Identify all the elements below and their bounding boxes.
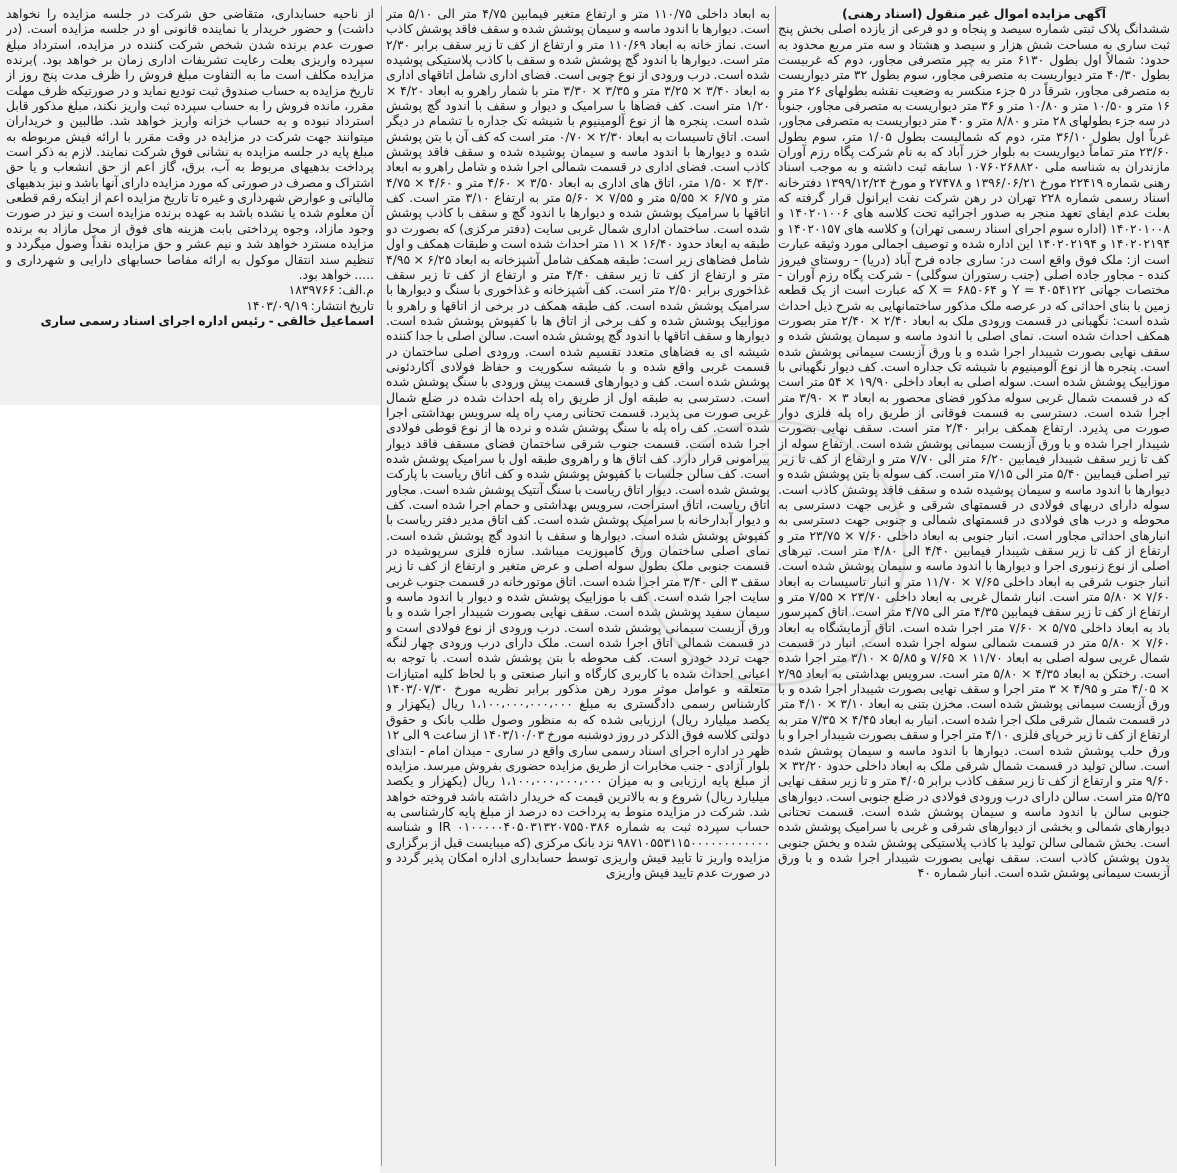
notice-column-left [6,6,374,401]
column-divider-right [775,6,776,1166]
reference-code: م.الف: ۱۸۳۹۷۶۶ [288,282,374,298]
notice-column-right [778,6,1170,1166]
notice-body-part-1: ششدانگ پلاک ثبتی شماره سیصد و پنجاه و دو فرعی از یازده اصلی بخش پنج ثبت ساری به مساحت شش هزار و سیصد و هشتاد و سه متر مربع محدود به حدود: شمالاً اول بطول ۶۱۳۰ متر به چپر متصرفی مجاور، دوم که غربیست بطول ۴۰/۳۰ متر دیواریست به متصرفی مجاور، سوم بطول ۳۲ متر دیواریست به متصرفی مجاور، شرقاً در ۵ جزء منکسر به وضعیت نقشه بطولهای ۲۶ متر و ۱۶ متر و ۱۰/۵۰ متر و ۱۰/۸۰ متر و ۳۶ متر دیواریست به متصرفی مجاور، جنوباً در سه جزء بطولهای ۲۸ متر و ۸/۸۰ متر و ۴۰ متر دیواریست به متصرفی مجاور، غرباً اول بطول ۳۶/۱۰ متر، دوم که شمالیست بطول ۱/۰۵ متر، سوم بطول ۲۳/۶۰ متر تماماً دیواریست به بلوار خزر آباد که به نام شرکت پگاه رزم آوران مازندران به شناسه ملی ۱۰۷۶۰۲۶۸۸۲۰ سابقه ثبت داشته و به موجب اسناد رهنی شماره ۲۲۴۱۹ مورخ ۱۳۹۶/۰۶/۲۱ و ۲۷۴۷۸ و مورخ ۱۳۹۹/۱۲/۲۴ دفترخانه اسناد رسمی شماره ۲۲۸ تهران در رهن شرکت نفت ایرانول قرار گرفته که بعلت عدم ایفای تعهد منجر به صدور اجرائیه تحت کلاسه های ۱۴۰۲۰۱۰۰۶ و ۱۴۰۲۰۱۰۰۸ (اداره سوم اجرای اسناد رسمی تهران) و کلاسه های ۱۴۰۲۰۱۵۷ و ۱۴۰۲۰۲۱۹۴ و ۱۴۰۲۰۲۱۹۴ این اداره شده و توصیف اجمالی مورد وثیقه عبارت است از: ملک فوق واقع است در: ساری جاده فرح آباد (دریا) - روستای فیروز کنده - مجاور جاده اصلی (جنب رستوران سوگلی) - شرکت پگاه رزم آوران - مختصات جهانی ۴۰۵۴۱۲۲ = Y و ۶۸۵۰۶۴ = X که عبارت است از یک قطعه زمین با بنای احداثی که در عرصه ملک مذکور ساختمانهایی به شرح ذیل احداث شده است: نگهبانی در قسمت ورودی ملک به ابعاد ۲/۴۰ × ۲/۴۰ متر بصورت همکف احداث شده است. نمای اصلی با اندود ماسه و سیمان پوشش شده و سقف نهایی بصورت شیبدار اجرا شده و با ورق آزبست سیمانی پوشش شده است. پنجره ها از نوع آلومینیوم با شیشه تک جداره است. کف دیوار نگهبانی با موزاییک پوشش شده است. سوله اصلی به ابعاد داخلی ۱۹/۹۰ × ۵۴ متر است که در قسمت شمال غربی سوله مذکور فضای محصور به ابعاد ۳ × ۳/۹۰ متر اجرا شده است. دسترسی به قسمت فوقانی از طریق راه پله فلزی دوار صورت می پذیرد. ارتفاع همکف برابر ۲/۴۰ متر است. سقف نهایی بصورت شیبدار اجرا شده و با ورق آزبست سیمانی پوشش شده است. ارتفاع سوله از کف تا زیر سقف شیبدار فیمابین ۶/۲۰ متر الی ۷/۷۰ متر و ارتفاع از کف تا زیر تیر اصلی فیمابین ۵/۴۰ متر الی ۷/۱۵ متر است. کف سوله با بتن پوشش شده و دیوارها با اندود ماسه و سیمان پوشیده شده و سقف فاقد پوشش کاذب است. سوله دارای دربهای فولادی در قسمتهای شرقی و غربی جهت دسترسی به محوطه و درب های فولادی در قسمتهای شمالی و جنوبی جهت دسترسی به انبارهای احداثی مجاور است. انبار جنوبی به ابعاد داخلی ۷/۶۰ × ۲۳/۷۵ متر و ارتفاع از کف تا زیر سقف شیبدار فیمابین ۴/۴۰ الی ۴/۸۰ متر است. تیرهای اصلی از نوع زنبوری اجرا و دیوارها با اندود ماسه و سیمان پوشش شده است. انبار جنوب شرقی به ابعاد داخلی ۷/۶۵ × ۱۱/۷۰ متر و انبار تاسیسات به ابعاد ۷/۶۰ × ۵/۸۰ متر است. انبار شمال غربی به ابعاد داخلی ۲۳/۷۰ × ۷/۵۵ متر و ارتفاع از کف تا زیر سقف فیمابین ۴/۳۵ متر الی ۴/۷۵ متر است. اتاق کمپرسور باد به ابعاد داخلی ۵/۷۵ × ۷/۶۰ متر اجرا شده است. اتاق آزمایشگاه به ابعاد ۷/۶۰ × ۵/۸۰ متر در قسمت شمالی سوله اجرا شده است. انبار در قسمت شمال غربی سوله اصلی به ابعاد ۱۱/۷۰ × ۷/۶۵ و ۵/۸۵ × ۳/۱۰ متر اجرا شده است. رختکن به ابعاد ۴/۳۵ × ۵/۸۰ متر است. سرویس بهداشتی به ابعاد ۲/۹۵ × ۴/۰۵ متر و ۴/۹۵ × ۳ متر اجرا و سقف نهایی بصورت شیبدار اجرا شده و با ورق آزبست سیمانی پوشش شده است. مخزن بتنی به ابعاد ۳/۱۰ × ۴/۱۰ متر در قسمت شمال شرقی ملک اجرا شده است. انبار به ابعاد ۴/۴۵ × ۷/۳۵ متر به ارتفاع از کف تا زیر خرپای فلزی ۴/۱۰ متر اجرا و سقف بصورت شیبدار اجرا و با ورق حلب پوشش شده است. دیوارها با اندود ماسه و سیمان پوشش شده است. سالن تولید در قسمت شمال شرقی ملک به ابعاد داخلی حدود ۳۲/۲۰ × ۹/۶۰ متر و ارتفاع از کف تا زیر سقف کاذب برابر ۴/۰۵ متر و تا زیر سقف نهایی ۵/۲۵ متر است. سالن دارای درب ورودی فولادی در ضلع جنوبی است. دیوارهای جنوبی سالن با اندود ماسه و سیمان پوشش شده است. قسمت تحتانی دیوارهای شمالی و بخشی از دیوارهای شرقی و غربی با سرامیک پوشش شده است. بخش شمالی سالن تولید با کاذب پلاستیکی پوشش شده و بخش جنوبی بدون پوشش کاذب است. سقف نهایی بصورت شیبدار اجرا شده و با ورق آزبست سیمانی پوشش شده است. انبار شماره ۴۰ [778,21,1170,881]
empty-page-area [0,405,380,1173]
notice-title: آگهی مزایده اموال غیر منقول (اسناد رهنی) [841,6,1107,21]
notice-body-part-3: از ناحیه حسابداری، متقاضی حق شرکت در جلسه مزایده را نخواهد داشت) و حضور خریدار یا نماینده قانونی او در جلسه مزایده است. (در صورت عدم برنده شدن شخص شرکت کننده در مزایده، استرداد مبلغ سپرده واریزی بعلت رعایت تشریفات اداری زمان بر خواهد بود. )برنده مزایده مکلف است ما به التفاوت مبلغ فروش را ظرف مدت پنج روز از تاریخ مزایده به حساب صندوق ثبت توديع نماید و در صورتیکه ظرف مهلت مقرر، مانده فروش را به حساب سپرده ثبت واریز نکند، مبلغ مذکور قابل استرداد نبوده و به حساب خزانه واریز خواهد شد. طالبین و خریداران میتوانند جهت شرکت در مزایده در وقت مقرر با ارائه فیش مربوطه به مبلغ پایه در جلسه مزایده به نشانی فوق شرکت نمایند. لازم به ذکر است پرداخت بدهیهای مربوط به آب، برق، گاز اعم از حق انشعاب و یا حق اشتراک و مصرف در صورتی که مورد مزایده دارای آنها باشد و نیز بدهیهای مالیاتی و عوارض شهرداری و غیره تا تاریخ مزایده اعم از اینکه رقم قطعی آن معلوم شده یا نشده باشد به عهده برنده مزایده است و نیز در صورت وجود مازاد، وجوه پرداختی بابت هزینه های فوق از محل مازاد به برنده مزایده مسترد خواهد شد و نیم عشر و حق مزایده نقداً وصول میگردد و تنظیم سند انتقال موکول به ارائه مفاصا حسابهای دارایی و شهرداری و ..... خواهد بود. [6,6,374,282]
signature-line: اسماعیل خالقی - رئیس اداره اجرای اسناد رسمی ساری [40,312,374,328]
notice-body-part-2: به ابعاد داخلی ۱۱۰/۷۵ متر و ارتفاع متغیر فیمابین ۴/۷۵ متر الی ۵/۱۰ متر است. دیوارها با اندود ماسه و سیمان پوشش شده و سقف فاقد پوشش کاذب است. نماز خانه به ابعاد ۱۱۰/۶۹ متر و ارتفاع از کف تا زیر سقف برابر ۲/۳۰ متر است. دیوارها با اندود گچ پوشش شده و سقف با کاذب پلاستیکی پوشیده شده است. درب ورودی از نوع چوبی است. فضای اداری شامل اتاقهای اداری به ابعاد ۳/۴۰ × ۳/۲۵ متر و ۳/۳۵ × ۳/۳۰ متر با شمار راهرو به ابعاد ۴/۲۰ × ۱/۲۰ متر است. کف فضاها با سرامیک و دیوار و سقف با اندود گچ پوشش شده است. پنجره ها از نوع آلومینیوم با شیشه تک جداره با تشمام در دیگر است. اتاق تاسیسات به ابعاد ۲/۳۰ × ۰/۷۰ متر است که کف آن با بتن پوشش شده و دیوارها با اندود ماسه و سیمان پوشیده شده و سقف فاقد پوشش کاذب است. فضای اداری در قسمت شمالی اجرا شده و شامل راهرو به ابعاد ۴/۳۰ × ۱/۵۰ متر، اتاق های اداری به ابعاد ۳/۵۰ × ۴/۶۰ متر و ۴/۶۰ × ۴/۷۵ متر و ۶/۷۵ × ۵/۵۵ متر و ۷/۵۵ × ۵/۶۰ متر به ارتفاع ۳/۱۰ متر است. کف اتاقها با سرامیک پوشش شده و دیوارها با اندود گچ و سقف با کاذب پوشش شده است. ساختمان اداری شمال غربی سایت (دفتر مرکزی) که بصورت دو طبقه به ابعاد حدود ۱۶/۴۰ × ۱۱ متر احداث شده است و طبقات همکف و اول شامل فضاهای زیر است: طبقه همکف شامل آشپزخانه به ابعاد ۶/۲۵ × ۴/۹۵ متر و ارتفاع از کف تا زیر سقف ۴/۴۰ متر و ارتفاع از کف تا زیر سقف غذاخوری برابر ۲/۵۰ متر است. کف آشپزخانه و غذاخوری با سنگ و دیوارها با سرامیک پوشش شده است. کف طبقه همکف در برخی از اتاقها و راهرو با موزاییک پوشش شده و کف برخی از اتاق ها با کفپوش پوشش شده است. دیوارها و سقف اتاقها با اندود گچ پوشش شده است. سالن اصلی با جدا کننده شیشه ای به فضاهای متعدد تقسیم شده است. ورودی اصلی ساختمان در قسمت غربی واقع شده و با شیشه سکوریت و حفاظ فولادی آکاردئونی پوشش شده است. کف و دیوارهای قسمت پیش ورودی با سنگ پوشش شده است. دسترسی به طبقه اول از طریق راه پله احداث شده در ضلع شمال غربی صورت می پذیرد. قسمت تحتانی رمپ راه پله سرویس بهداشتی اجرا شده است. کف راه پله با سنگ پوشش شده و نرده ها از نوع قوطی فولادی اجرا شده است. قسمت جنوب شرقی ساختمان فضای مسقف فاقد دیوار پیرامونی قرار دارد. کف اتاق ها و راهروی طبقه اول با سرامیک پوشش شده است. کف سالن جلسات با کفپوش پوشش شده و کف اتاق ریاست با پارکت پوشش شده است. دیوار اتاق ریاست با سنگ آنتیک پوشش شده است. مجاور اتاق ریاست، اتاق استراحت، سرویس بهداشتی و حمام اجرا شده است. کف و دیوار آبدارخانه با سرامیک پوشش شده است. کف اتاق مدیر دفتر ریاست با کفپوش پوشش شده است. دیوارها و سقف با اندود گچ پوشش شده است. نمای اصلی ساختمان ورق کامپوزیت میباشد. سازه فلزی سرپوشیده در قسمت جنوبی ملک بطول سوله اصلی و عرض متغیر و ارتفاع از کف تا زیر سقف ۳ الی ۳/۴۰ متر اجرا شده است. اتاق موتورخانه در قسمت جنوب غربی سایت اجرا شده است. کف با موزاییک پوشش شده و دیوار با اندود ماسه و سیمان سفید پوشش شده است. سقف نهایی بصورت شیبدار اجرا شده و با ورق آزبست سیمانی پوشش شده است. درب ورودی از نوع فولادی است و در قسمت شمالی اتاق اجرا شده است. ملک دارای درب ورودی چهار لنگه جهت تردد خودرو است. کف محوطه با بتن پوشش شده است. با توجه به اعیانی احداث شده با کاربری کارگاه و انبار صنعتی و با لحاظ کلیه امتیازات متعلقه و عوامل موثر مورد رهن مذکور برابر نظریه مورخ ۱۴۰۳/۰۷/۳۰ کارشناس رسمی دادگستری به مبلغ ۱،۱۰۰،۰۰۰،۰۰۰،۰۰۰ ریال (یکهزار و یکصد میلیارد ریال) ارزیابی شده که به منظور وصول طلب بانک و حقوق دولتی کلاسه فوق الذکر در روز دوشنبه مورخ ۱۴۰۳/۱۰/۰۳ از ساعت ۹ الی ۱۲ ظهر در اداره اجرای اسناد رسمی ساری واقع در ساری - میدان امام - ابتدای بلوار آزادی - جنب مخابرات از طریق مزایده حضوری بفروش میرسد. مزایده از مبلغ پایه ارزیابی و به میزان ۱،۱۰۰،۰۰۰،۰۰۰،۰۰۰ ریال (یکهزار و یکصد میلیارد ریال) شروع و به بالاترین قیمت که خریدار داشته باشد فروخته خواهد شد. شرکت در مزایده منوط به پرداخت ده درصد از مبلغ پایه کارشناسی به حساب سپرده ثبت به شماره ۰۱۰۰۰۰۰۴۰۵۰۳۱۳۲۰۷۵۵۰۳۸۶ IR و شناسه ۹۸۷۱۰۵۵۳۱۱۵۰۰۰۰۰۰۰۰۰۰۰۰ نزد بانک مرکزی (که میبایست قبل از برگزاری مزایده واریز تا تایید فیش واریزی توسط حسابداری اداره امکان پذیر گردد و در صورت عدم تایید فیش واریزی [386,6,770,881]
column-divider-left [381,6,382,1166]
publish-date: تاریخ انتشار: ۱۴۰۳/۰۹/۱۹ [246,297,374,313]
notice-column-middle [386,6,770,1166]
